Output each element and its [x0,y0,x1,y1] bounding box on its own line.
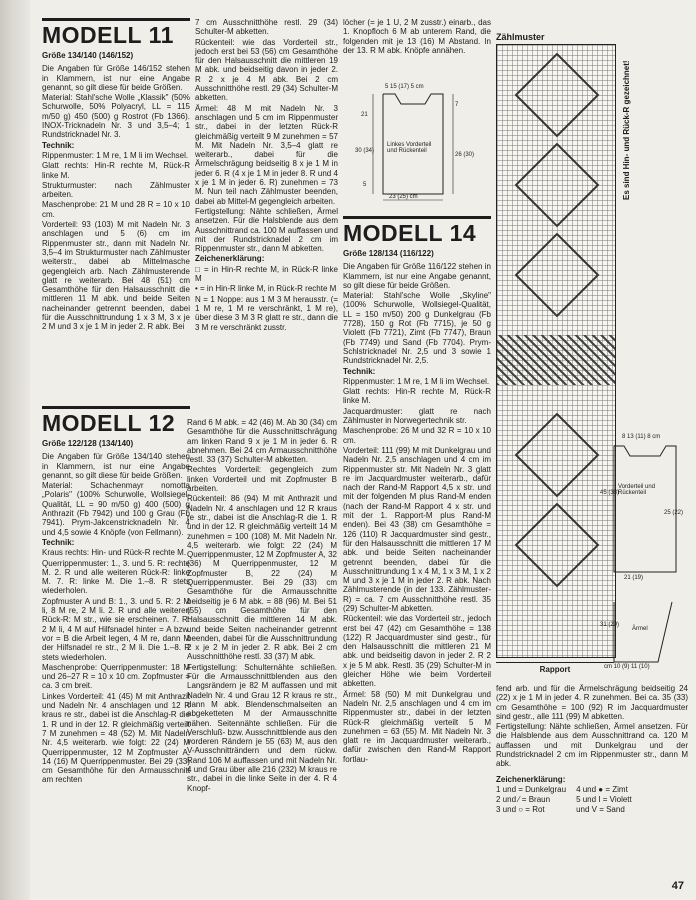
m11-bottom-dim: 23 (25) cm [389,194,418,200]
m14-sleeve-bottom: cm 10 (9) 11 (10) [604,664,650,670]
chart-title: Zählmuster [496,32,545,42]
m14-bottom-dim: 21 (19) [624,575,644,581]
m11-inner-label: Linkes Vorderteil und Rückenteil [387,142,432,154]
modell14-column-2 [496,684,688,815]
modell11-rueckenteil: Rückenteil: wie das Vorderteil str., jedoch erst bei 53 (56) cm Gesamthöhe für den Halsausschnitt die mittleren 19 M abk. und beidseitig davon in jeder 2. R 2 x je 4 M abk. Bei 2 cm Ausschnitthöhe restl. 29 (34) Schulter-M abketten. [195,37,338,103]
modell12-rueckenteil: Rückenteil: 86 (94) M mit Anthrazit und Nadeln Nr. 4 anschlagen und 12 R kraus re str., dabei ist die Anschlag-R die 1. R und in der 12. R gleichmäßig verteilt 14 M zunehmen = 100 (108) M. Mit Nadeln Nr. 4,5 weiterarb. wie folgt: 22 (24) M Querrippenmuster, 12 M Zopfmuster A, 32 (36) M Querrippenmuster, 12 M Zopfmuster B, 22 (24) M Querrippenmuster. Bei 29 (33) cm Gesamthöhe für die Armausschnitte beidseitig je 6 M abk. = 88 (96) M. Bei 51 (55) cm Gesamthöhe für den Halsausschnitt die mittleren 14 M abk. und beide Seiten nacheinander getrennt beenden, dabei für die Ausschnittrundung 2 x je 2 M in jeder 2. R abk. Bei 2 cm Ausschnitthöhe restl. 33 (37) M abk. [187,494,337,662]
modell14-legend-heading: Zeichenerklärung: [496,774,566,784]
modell14-schematic [600,432,690,672]
modell11-column-1 [42,18,190,333]
modell14-column-1 [343,216,491,765]
chart-rapport-label: Rapport [496,662,614,674]
modell12-kraus: Kraus rechts: Hin- und Rück-R rechte M. [42,548,187,558]
modell11-aermel: Ärmel: 48 M mit Nadeln Nr. 3 anschlagen und 5 cm im Rippenmuster str., dabei in der letzten Rück-R gleichmäßig verteilt 9 M zunehmen = 57 M. Mit Nadeln Nr. 3,5–4 glatt re weiterarb., dabei für die Ärmelschrägung beidseitig 8 x je 1 M in jeder 6. R (4 x je 1 M in jeder 8. R und 4 x je 1 M in jeder 6. R) zunehmen = 73 M. Nun teil nach Zählmuster beenden, dabei ab Mittel-M gegengleich arbeiten. [195,103,338,206]
modell11-legend-1: □ = in Hin-R rechte M, in Rück-R linke M [195,264,338,284]
modell11-vorderteil: Vorderteil: 93 (103) M mit Nadeln Nr. 3 anschlagen und 5 (6) cm im Rippenmuster str., dann mit Nadeln Nr. 3,5–4 im Strukturmuster nach Zählmuster weiterstr., dabei ab Mittelmasche gegengleich arb. Nach Zählmusterende glatt re weiterarb. Bei 48 (51) cm Gesamthöhe für den Halsausschnitt die mittleren 11 M abk. und beide Seiten nacheinander getrennt beenden, dabei für die Ausschnittrundung 1 x 3 M, 3 x je 2 M und 3 x je 1 M in jeder 2. R abk. Bei [42,220,190,332]
m14-left-dim: 45 (38) [600,490,620,496]
chart-band [497,335,615,385]
modell14-maschenprobe: Maschenprobe: 26 M und 32 R = 10 x 10 cm. [343,426,491,445]
modell14-ruecken: Rückenteil: wie das Vorderteil str., jedoch erst bei 47 (42) cm Gesamthöhe = 138 (122) R Jacquardmuster sind gestr., für den Halsausschnitt die mittleren 21 M abk. und beidseitig davon in jeder 2. R 2 x je 5 M abk. Restl. 35 (29) Schulter-M in gleicher Höhe wie beim Vorderteil abketten. [343,614,491,689]
modell11-intro: Die Angaben für Größe 146/152 stehen in Klammern, ist nur eine Angabe genannt, so gilt diese für beide Größen. [42,64,190,92]
m11-left-dim-1: 21 [361,112,368,118]
modell11-technik-heading: Technik: [42,140,75,150]
m11-left-dim-3: 5 [363,182,367,188]
modell14-legend [496,785,688,815]
legend-col-left [496,785,566,815]
modell12-intro: Die Angaben für Größe 134/140 stehen in Klammern, ist nur eine Angabe genannt, so gilt diese für beide Größen. [42,452,190,480]
m14-inner-label: Vorderteil und Rückenteil [618,484,656,496]
m14-top-dims: 8 13 (11) 8 cm [622,434,661,440]
m11-right-dim-1: 26 (30) [455,152,475,158]
modell11-buttonhole-note: löcher (= je 1 U, 2 M zusstr.) einarb., das 1. Knopfloch 6 M ab unterem Rand, die folgenden mit je 13 (16) M Abstand. In der 13. R M abk. Knöpfe annähen. [343,18,491,55]
modell12-col2-start: Rand 6 M abk. = 42 (46) M. Ab 30 (34) cm Gesamthöhe für die Ausschnittschrägung am linken Rand 9 x je 1 M in jeder 6. R abnehmen. Bei 24 cm Armausschnitthöhe restl. 33 (37) Schulter-M abketten. [187,418,337,465]
chart-motif [515,143,600,228]
page-number: 47 [671,880,684,892]
m11-left-dim-2: 30 (34) [355,148,375,154]
modell14-intro: Die Angaben für Größe 116/122 stehen in Klammern, ist nur eine Angabe genannt, so gilt diese für beide Größen. [343,262,491,290]
modell11-legend-heading: Zeichenerklärung: [195,254,265,264]
modell12-linkes-vorderteil: Linkes Vorderteil: 41 (45) M mit Anthrazit und Nadeln Nr. 4 anschlagen und 12 R kraus re str., dabei ist die Anschlag-R die 1. R und in der 12. R gleichmäßig verteilt 7 M zunehmen = 48 (52) M. Mit Nadeln Nr. 4,5 weiterarb. wie folgt: 22 (24) M Querrippenmuster, 12 M Zopfmuster A, 14 (16) M Querrippenmuster. Bei 29 (33) cm Gesamthöhe für den Armausschnitt am rechten [42,691,190,785]
modell12-technik-heading: Technik: [42,537,75,547]
modell11-col2-start: 7 cm Ausschnitthöhe restl. 29 (34) Schulter-M abketten. [195,18,338,37]
m14-right-dim: 25 (22) [664,510,684,516]
modell14-vorderteil: Vorderteil: 111 (99) M mit Dunkelgrau und Nadeln Nr. 2,5 anschlagen und 4 cm im Rippenmuster str. Mit Nadeln Nr. 3 glatt re im Jacquardmuster weiterarb., dafür nach der Rand-M Rapport 4,5 x str. und mit der folgenden M plus Rand-M enden (nach der Rand-M Rapport 4 x str. und mit der 1. Rapport-M plus Rand-M enden). Bei 43 (38) cm Gesamthöhe = 126 (110) R Jacquardmuster sind gestr., für den Halsausschnitt die mittleren 17 M abk. und beide Seiten nacheinander getrennt beenden, dabei für die Ausschnittrundung 1 x 4 M, 1 x 3 M, 1 x 2 M und 3 x je 1 M in jeder 2. R abk. Nach Zählmusterende (in der 133. Zählmuster-R) = ca. 7 cm Ausschnitthöhe restl. 35 (29) Schulter-M abketten. [343,445,491,613]
modell14-col2-start: fend arb. und für die Ärmelschrägung beidseitig 24 (22) x je 1 M in jeder 4. R zunehmen. Bei ca. 35 (33) cm Gesamthöhe = 100 (92) R im Jacquardmuster sind gestr., alle 111 (99) M abketten. [496,684,688,721]
modell14-technik-heading: Technik: [343,366,376,376]
legend-item: 5 und I = Violett [576,794,632,804]
knitting-chart [496,44,616,658]
modell14-rippen: Rippenmuster: 1 M re, 1 M li im Wechsel. [343,376,490,386]
modell12-title: MODELL 12 [42,406,190,436]
chart-motif [515,233,600,318]
modell11-legend-2: • = in Hin-R linke M, in Rück-R rechte M [195,284,337,294]
modell11-size: Größe 134/140 (146/152) [42,51,134,60]
m11-right-dim-2: 7 [455,102,459,108]
modell14-fertigstellung: Fertigstellung: Nähte schließen, Ärmel ansetzen. Für die Halsblende aus dem Ausschnittrand ca. 120 M auffassen und mit Dunkelgrau und der Rundstricknadel 2 cm im Rippenmuster str., dann M abk. [496,722,688,769]
modell12-querrippen: Querrippenmuster: 1., 3. und 5. R: rechte M. 2. R und alle weiteren Rück-R: linke M. 7. R: linke M. Die 1.–8. R stets wiederholen. [42,558,190,596]
modell14-material: Material: Stahl'sche Wolle „Skyline" (100% Schurwolle, Wollsiegel-Qualität, LL = 150 m/50) 200 g Dunkelgrau (Fb 7728), 150 g Rot (Fb 7715), je 50 g Violett (Fb 7721), Zimt (Fb 7747), Braun (Fb 7749) und Sand (Fb 7704). Prym-Schlstricknadel Nr. 2,5 und 3 sowie 1 Rundstricknadel Nr. 2,5. [343,291,491,366]
modell11-schematic [343,82,491,202]
legend-item: 3 und ○ = Rot [496,804,545,814]
modell12-fertigstellung: Fertigstellung: Schulternähte schließen. Für die Armausschnittblenden aus den Langsrändern je 82 M auffassen und mit Nadeln Nr. 4 und Grau 12 R kraus re str., dann M abk. Blendenschmalseiten an abgeketteten M der Armausschnitte nähen. Seitennähte schließen. Für die Verschluß- bzw. Ausschnittblende aus den vorderen Rändern je 55 (63) M, aus den V-Ausschnitträndern und dem rückw. Rand 106 M auffassen und mit Nadeln Nr. 4 und Grau über alle 216 (232) M kraus re str., dabei in die linke Seite in der 4. R 4 Knopf- [187,662,337,793]
modell11-material: Material: Stahl'sche Wolle „Klassik" (50% Schurwolle, 50% Polyacryl, LL = 115 m/50 g) 450 (500) g Rostrot (Fb 1366). INOX-Tricknadeln Nr. 3 und 3,5–4; 1 Rundstricknadel Nr. 3. [42,93,190,140]
modell11-struktur: Strukturmuster: nach Zählmuster arbeiten. [42,180,190,200]
legend-item: 2 und ⁄ = Braun [496,794,551,804]
modell12-zopf: Zopfmuster A und B: 1., 3. und 5. R: 2 M li, 8 M re, 2 M li. 2. R und alle weiteren Rück-R: M str., wie sie erscheinen. 7. R: 2 M li, 4 M auf Hilfsnadel hinter = A bzw. vor = B die Arbeit legen, 4 M re, dann M der Hilfsnadel re str., 2 M li. Die 1.–8. R stets wiederholen. [42,596,190,662]
legend-item: 4 und ● = Zimt [576,784,628,794]
modell12-column-1 [42,406,190,786]
modell11-legend-3: N = 1 Noppe: aus 1 M 3 M herausstr. (= 1 M re, 1 M re verschränkt, 1 M re), über diese 3 M 3 R glatt re str., dann die 3 M re verschränkt zusstr. [195,294,338,332]
legend-item: 1 und = Dunkelgrau [496,784,567,794]
modell14-size: Größe 128/134 (116/122) [343,249,434,258]
legend-col-right [576,785,632,815]
modell12-column-2 [187,418,337,794]
modell12-maschenprobe: Maschenprobe: Querrippenmuster: 18 M und 26–27 R = 10 x 10 cm. Zopfmuster = ca. 3 cm breit. [42,662,190,691]
modell14-schematic-drawing [600,432,690,672]
chart-side-note: Es sind Hin- und Rück-R gezeichnet! [622,60,631,200]
modell11-fertigstellung: Fertigstellung: Nähte schließen, Ärmel ansetzen. Für die Halsblende aus dem Ausschnittrand ca. 100 M auffassen und mit der Rundstricknadel 2 cm im Rippenmuster str., dann M abketten. [195,206,338,254]
modell11-column-3 [343,18,491,56]
modell12-size: Größe 122/128 (134/140) [42,439,134,448]
page-spine-shadow [0,0,30,900]
legend-item: und V = Sand [576,804,625,814]
chart-motif [515,413,600,498]
modell14-jacquard: Jacquardmuster: glatt re nach Zählmuster in Norwegertechnik str. [343,406,491,426]
modell11-maschenprobe: Maschenprobe: 21 M und 28 R = 10 x 10 cm. [42,200,190,219]
modell14-title: MODELL 14 [343,216,491,246]
modell11-title: MODELL 11 [42,18,190,48]
modell12-rechtes-vorderteil: Rechtes Vorderteil: gegengleich zum linken Vorderteil und mit Zopfmuster B arbeiten. [187,465,337,494]
modell11-column-2 [195,18,338,333]
chart-motif [515,503,600,588]
m14-sleeve-label: Ärmel [632,626,648,632]
chart-motif [515,53,600,138]
modell14-glatt: Glatt rechts: Hin-R rechte M, Rück-R linke M. [343,387,491,406]
modell12-material: Material: Schachenmayr nomotta „Polaris" (100% Schurwolle, Wollsiegel-Qualität, LL = 90 m/50 g) 400 (500) g Anthrazit (Fb 7942) und 100 g Grau (Fb 7941). Prym-Jakcenstricknadeln Nr. 4 und 4,5 sowie 4 Knöpfe (von Fellmann). [42,481,190,537]
m11-top-dims: 5 15 (17) 5 cm [385,84,424,90]
modell14-aermel: Ärmel: 58 (50) M mit Dunkelgrau und Nadeln Nr. 2,5 anschlagen und 4 cm im Rippenmuster str., dabei in der letzten Rück-R gleichmäßig verteilt 5 M zunehmen = 63 (55) M. Mit Nadeln Nr. 3 glatt re im Jacquardmuster weiterarb., dafür zwischen den Rand-M Rapport fortlau- [343,689,491,764]
m14-sleeve-dim: 31 (29) [600,622,620,628]
modell11-glatt: Glatt rechts: Hin-R rechte M, Rück-R linke M. [42,161,190,180]
modell11-rippen: Rippenmuster: 1 M re, 1 M li im Wechsel. [42,150,189,160]
